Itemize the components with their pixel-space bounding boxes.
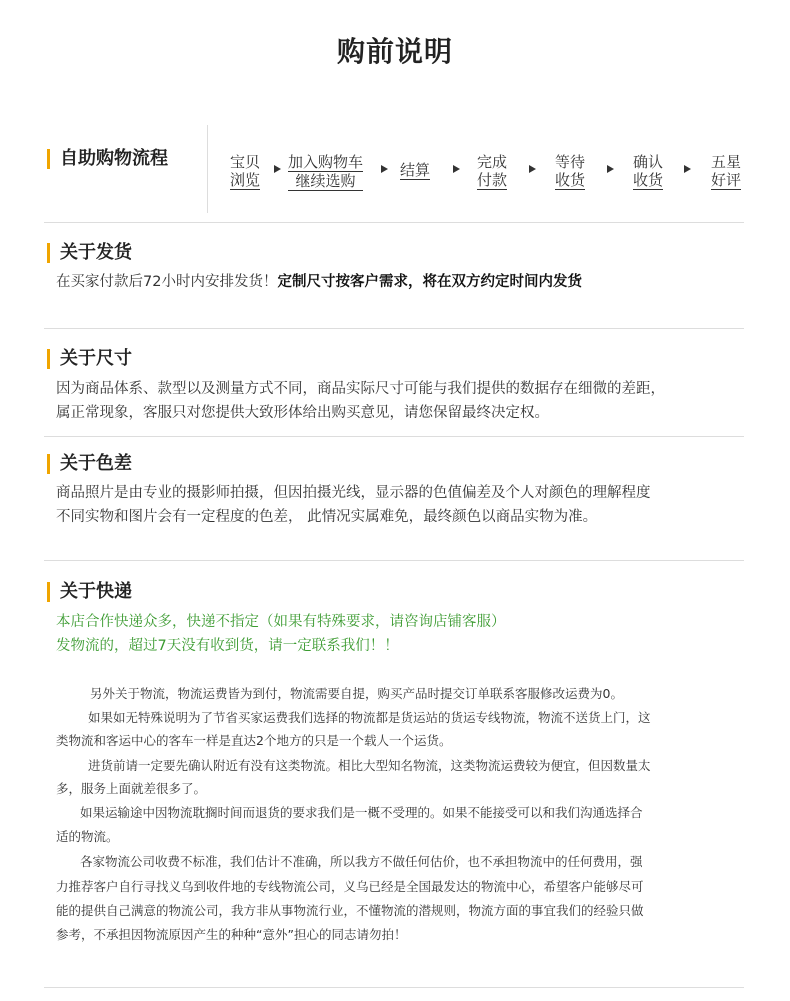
- shipping-text: [56, 271, 582, 293]
- express-note-line: 如果如无特殊说明为了节省买家运费我们选择的物流都是货运站的货运专线物流，物流不送货上门，这: [88, 710, 651, 725]
- express-note-line: 类物流和客运中心的客车一样是直达2个地方的只是一个载人一个运货。: [56, 733, 452, 748]
- express-note-line: 另外关于物流，物流运费皆为到付，物流需要自提，购买产品时提交订单联系客服修改运费为0。: [90, 686, 623, 701]
- step-label: 加入购物车: [288, 153, 364, 171]
- step-label: 确认: [633, 153, 664, 171]
- step-pay: [477, 153, 507, 190]
- step-await-delivery: [555, 153, 585, 190]
- step-add-to-cart: [288, 153, 363, 191]
- arrow-right-icon: [607, 165, 614, 173]
- shipping-text-plain: 在买家付款后72小时内安排发货！: [56, 274, 278, 290]
- step-label: 浏览: [230, 171, 261, 189]
- express-note-line: 能的提供自己满意的物流公司，我方非从事物流行业，不懂物流的潜规则，物流方面的事宜我们的经验只做: [56, 903, 644, 918]
- express-note-line: 适的物流。: [56, 829, 119, 844]
- size-line: 因为商品体系、款型以及测量方式不同，商品实际尺寸可能与我们提供的数据存在细微的差距，: [56, 381, 665, 397]
- step-label: 好评: [711, 171, 742, 189]
- express-note-line: 力推荐客户自行寻找义乌到收件地的专线物流公司，义乌已经是全国最发达的物流中心，希望客户能够尽可: [56, 879, 644, 894]
- section-divider: [44, 560, 744, 561]
- express-note-line: 各家物流公司收费不标准，我们估计不准确，所以我方不做任何估价，也不承担物流中的任何费用，强: [80, 854, 643, 869]
- express-green-line: 本店合作快递众多，快递不指定（如果有特殊要求，请咨询店铺客服）: [56, 614, 506, 630]
- express-note-line: 进货前请一定要先确认附近有没有这类物流。相比大型知名物流，这类物流运费较为便宜，但因数量太: [88, 758, 651, 773]
- step-label: 宝贝: [230, 153, 261, 171]
- size-heading: 关于尺寸: [47, 349, 132, 369]
- step-label: 收货: [633, 171, 664, 189]
- shipping-heading: 关于发货: [47, 243, 132, 263]
- arrow-right-icon: [274, 165, 281, 173]
- shipping-text-bold: 定制尺寸按客户需求，将在双方约定时间内发货: [277, 274, 582, 290]
- express-heading: 关于快递: [47, 582, 132, 602]
- step-label: 结算: [400, 161, 431, 179]
- section-divider: [44, 222, 744, 223]
- express-green-line: 发物流的，超过7天没有收到货，请一定联系我们！！: [56, 638, 399, 654]
- arrow-right-icon: [381, 165, 388, 173]
- arrow-right-icon: [684, 165, 691, 173]
- step-label: 五星: [711, 153, 742, 171]
- flow-vertical-divider: [207, 125, 208, 213]
- color-line: 商品照片是由专业的摄影师拍摄，但因拍摄光线，显示器的色值偏差及个人对颜色的理解程度: [56, 485, 651, 501]
- color-line: 不同实物和图片会有一定程度的色差， 此情况实属难免，最终颜色以商品实物为准。: [56, 509, 598, 525]
- section-divider: [44, 436, 744, 437]
- size-line: 属正常现象，客服只对您提供大致形体给出购买意见，请您保留最终决定权。: [56, 405, 549, 421]
- flow-heading: 自助购物流程: [47, 149, 168, 169]
- arrow-right-icon: [453, 165, 460, 173]
- express-note-line: 如果运输途中因物流耽搁时间而退货的要求我们是一概不受理的。如果不能接受可以和我们沟通选择合: [80, 805, 643, 820]
- page-title: 购前说明: [336, 35, 453, 68]
- express-note-line: 多，服务上面就差很多了。: [56, 781, 207, 796]
- step-label: 继续选购: [288, 172, 363, 191]
- step-browse: [230, 153, 260, 190]
- step-label: 完成: [477, 153, 508, 171]
- color-heading: 关于色差: [47, 454, 132, 474]
- section-divider: [44, 328, 744, 329]
- arrow-right-icon: [529, 165, 536, 173]
- express-note-line: 参考，不承担因物流原因产生的种种“意外”担心的同志请勿拍！: [56, 927, 407, 942]
- step-label: 等待: [555, 153, 586, 171]
- step-confirm-receipt: [633, 153, 663, 190]
- step-five-star-review: [711, 153, 741, 190]
- step-label: 收货: [555, 171, 586, 189]
- shopping-flow-steps: [218, 153, 748, 193]
- step-label: 付款: [477, 171, 508, 189]
- section-divider: [44, 987, 744, 988]
- step-checkout: [400, 161, 430, 180]
